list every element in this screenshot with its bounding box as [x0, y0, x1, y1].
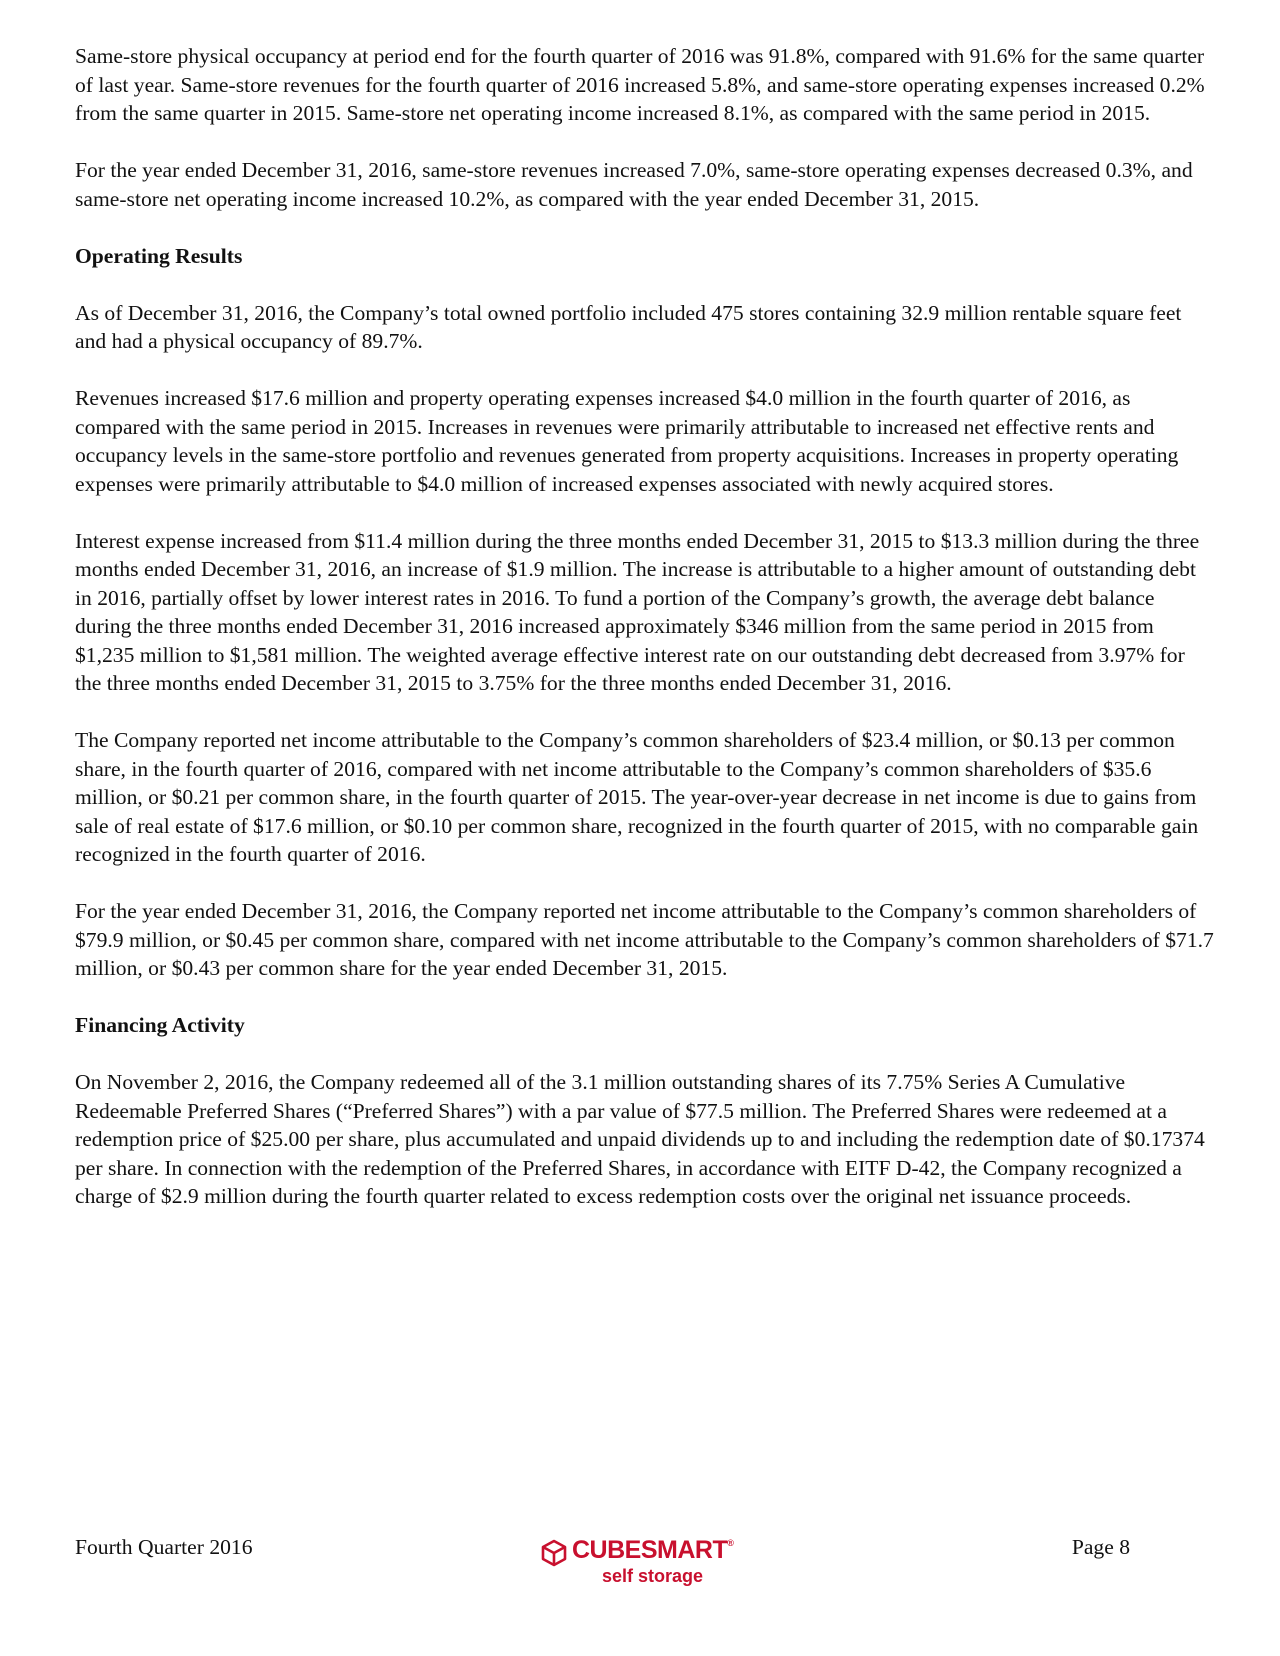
page-footer [75, 1535, 1130, 1605]
cube-icon [540, 1539, 568, 1567]
paragraph-same-store-year: For the year ended December 31, 2016, same-store revenues increased 7.0%, same-store operating expenses decreased 0.3%, and same-store net operating income increased 10.2%, as compared with the year ended December 31, 2015. [75, 158, 1193, 211]
heading-financing-activity: Financing Activity [75, 1013, 245, 1037]
paragraph-net-income-quarter: The Company reported net income attributable to the Company’s common shareholders of $23.4 million, or $0.13 per common share, in the fourth quarter of 2016, compared with net income attributable to the Company’s common shareholders of $35.6 million, or $0.21 per common share, in the fourth quarter of 2015. The year-over-year decrease in net income is due to gains from sale of real estate of $17.6 million, or $0.10 per common share, recognized in the fourth quarter of 2015, with no comparable gain recognized in the fourth quarter of 2016. [75, 728, 1199, 866]
paragraph-revenues: Revenues increased $17.6 million and property operating expenses increased $4.0 million in the fourth quarter of 2016, as compared with the same period in 2015. Increases in revenues were primarily attributable to increased net effective rents and occupancy levels in the same-store portfolio and revenues generated from property acquisitions. Increases in property operating expenses were primarily attributable to $4.0 million of increased expenses associated with newly acquired stores. [75, 386, 1179, 496]
paragraph-preferred-redemption: On November 2, 2016, the Company redeemed all of the 3.1 million outstanding shares of its 7.75% Series A Cumulative Redeemable Preferred Shares (“Preferred Shares”) with a par value of $77.5 million. The Preferred Shares were redeemed at a redemption price of $25.00 per share, plus accumulated and unpaid dividends up to and including the redemption date of $0.17374 per share. In connection with the redemption of the Preferred Shares, in accordance with EITF D-42, the Company recognized a charge of $2.9 million during the fourth quarter related to excess redemption costs over the original net issuance proceeds. [75, 1070, 1205, 1208]
logo-tagline: self storage [602, 1566, 704, 1586]
cubesmart-logo [540, 1535, 760, 1595]
paragraph-portfolio: As of December 31, 2016, the Company’s total owned portfolio included 475 stores containing 32.9 million rentable square feet and had a physical occupancy of 89.7%. [75, 300, 1182, 353]
paragraph-net-income-year: For the year ended December 31, 2016, the Company reported net income attributable to the Company’s common shareholders of $79.9 million, or $0.45 per common share, compared with net income attributable to the Company’s common shareholders of $71.7 million, or $0.43 per common share for the year ended December 31, 2015. [75, 899, 1214, 980]
heading-operating-results: Operating Results [75, 243, 243, 268]
footer-period: Fourth Quarter 2016 [75, 1535, 253, 1559]
page-number: Page 8 [1071, 1535, 1130, 1559]
document-body [75, 42, 1215, 1239]
paragraph-interest-expense: Interest expense increased from $11.4 million during the three months ended December 31, 2015 to $13.3 million during the three months ended December 31, 2016, an increase of $1.9 million. The increase is attributable to a higher amount of outstanding debt in 2016, partially offset by lower interest rates in 2016. To fund a portion of the Company’s growth, the average debt balance during the three months ended December 31, 2016 increased approximately $346 million from the same period in 2015 from $1,235 million to $1,581 million. The weighted average effective interest rate on our outstanding debt decreased from 3.97% for the three months ended December 31, 2015 to 3.75% for the three months ended December 31, 2016. [75, 528, 1200, 695]
paragraph-same-store-quarter: Same-store physical occupancy at period end for the fourth quarter of 2016 was 91.8%, compared with 91.6% for the same quarter of last year. Same-store revenues for the fourth quarter of 2016 increased 5.8%, and same-store operating expenses increased 0.2% from the same quarter in 2015. Same-store net operating income increased 8.1%, as compared with the same period in 2015. [75, 44, 1205, 125]
logo-wordmark: CUBESMART® [572, 1536, 734, 1564]
